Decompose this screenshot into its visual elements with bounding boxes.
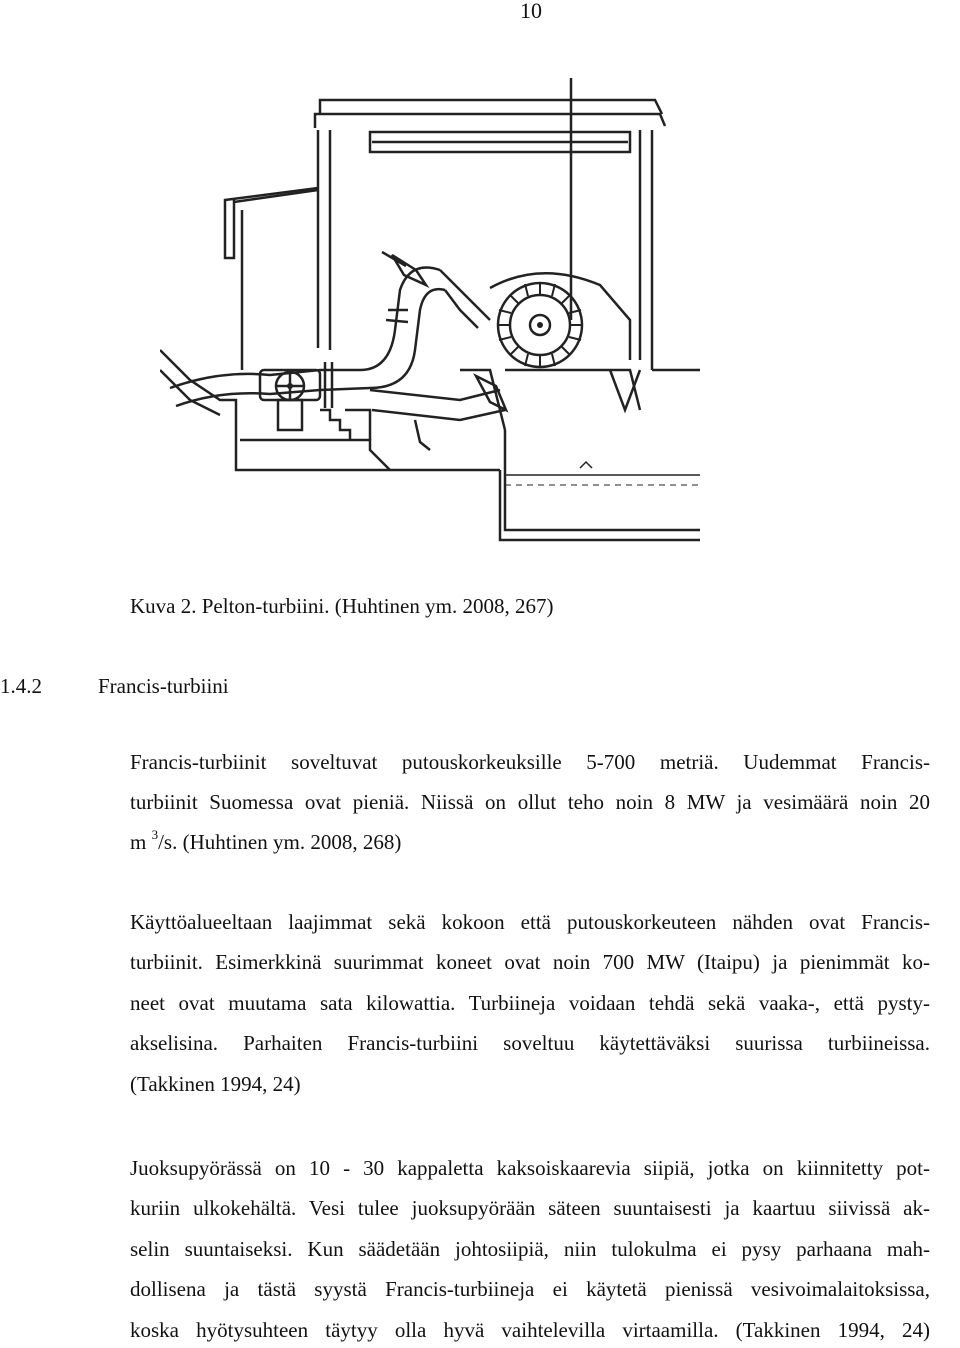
unit-base: m — [130, 830, 147, 854]
paragraph-line: turbiinit. Esimerkkinä suurimmat koneet ovat noin 700 MW (Itaipu) ja pienimmät ko- — [130, 950, 930, 974]
section-number: 1.4.2 — [0, 674, 42, 698]
paragraph-line: dollisena ja tästä syystä Francis-turbiineja ei käytetä pienissä vesivoimalaitoksissa, — [130, 1277, 930, 1301]
unit-superscript: 3 — [151, 827, 159, 842]
paragraph-line: turbiinit Suomessa ovat pieniä. Niissä on ollut teho noin 8 MW ja vesimäärä noin 20 — [130, 790, 930, 814]
paragraph-line: neet ovat muutama sata kilowattia. Turbiineja voidaan tehdä sekä vaaka-, että pysty- — [130, 991, 930, 1015]
section-title: Francis-turbiini — [98, 674, 229, 698]
paragraph-line: Käyttöalueeltaan laajimmat sekä kokoon että putouskorkeuteen nähden ovat Francis- — [130, 910, 930, 934]
unit-rest: /s. (Huhtinen ym. 2008, 268) — [158, 830, 402, 854]
paragraph-line: Francis-turbiinit soveltuvat putouskorkeuksille 5-700 metriä. Uudemmat Francis- — [130, 750, 930, 774]
paragraph-line: kuriin ulkokehältä. Vesi tulee juoksupyörään säteen suuntaisesti ja kaartuu siivissä ak- — [130, 1196, 930, 1220]
figure-caption: Kuva 2. Pelton-turbiini. (Huhtinen ym. 2008, 267) — [130, 594, 554, 618]
paragraph-line: koska hyötysuhteen täytyy olla hyvä vaihtelevilla virtaamilla. (Takkinen 1994, 24) — [130, 1318, 930, 1342]
page-number: 10 — [520, 0, 542, 23]
paragraph-line — [130, 827, 402, 855]
paragraph-line: selin suuntaiseksi. Kun säädetään johtosiipiä, niin tulokulma ei pysy parhaana mah- — [130, 1237, 930, 1261]
paragraph-line: Juoksupyörässä on 10 - 30 kappaletta kaksoiskaarevia siipiä, jotka on kiinnitetty pot- — [130, 1156, 930, 1180]
paragraph-line: (Takkinen 1994, 24) — [130, 1072, 301, 1096]
pelton-turbine-figure — [160, 70, 700, 570]
paragraph-line: akselisina. Parhaiten Francis-turbiini soveltuu käytettäväksi suurissa turbiineissa. — [130, 1031, 930, 1055]
